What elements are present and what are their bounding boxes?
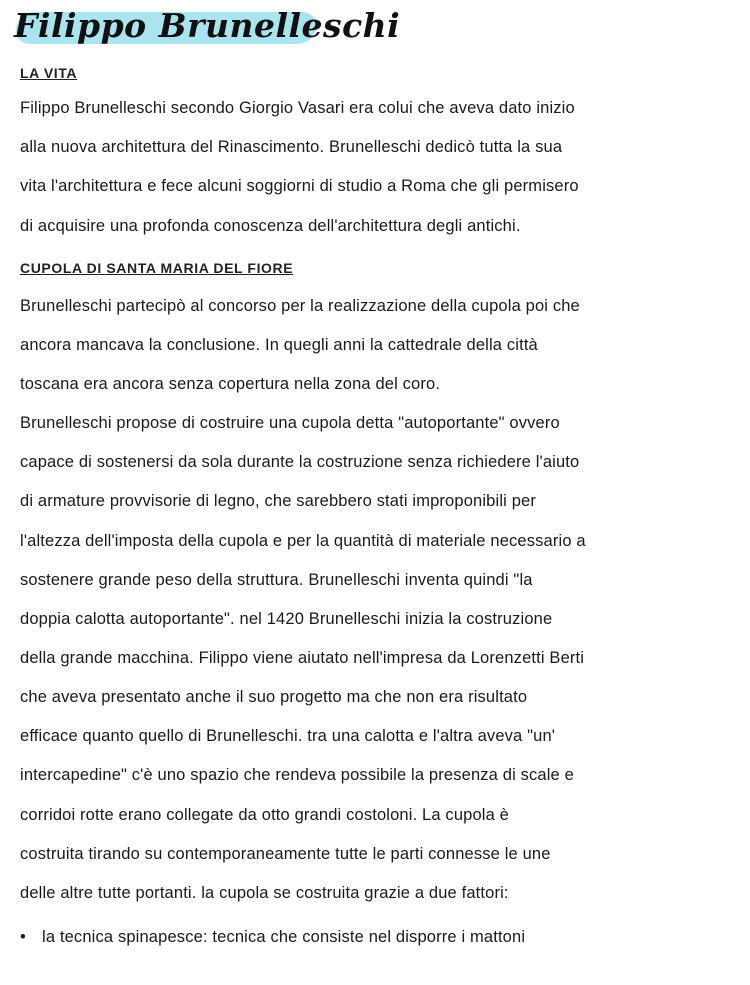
body-line: alla nuova architettura del Rinascimento. Brunelleschi dedicò tutta la sua: [20, 138, 563, 156]
body-line: Brunelleschi partecipò al concorso per la realizzazione della cupola poi che: [20, 297, 580, 315]
heading-text: LA VITA: [20, 65, 78, 81]
heading-text: CUPOLA DI SANTA MARIA DEL FIORE: [20, 260, 294, 276]
section-heading-cupola: [18, 257, 303, 279]
body-line: che aveva presentato anche il suo progetto ma che non era risultato: [20, 688, 528, 706]
body-line: sostenere grande peso della struttura. Brunelleschi inventa quindi "la: [20, 571, 533, 589]
body-line: l'altezza dell'imposta della cupola e per la quantità di materiale necessario a: [20, 532, 586, 550]
title-block: [14, 4, 400, 48]
body-line: delle altre tutte portanti. la cupola se costruita grazie a due fattori:: [20, 884, 509, 902]
bullet-item: la tecnica spinapesce: tecnica che consiste nel disporre i mattoni: [42, 928, 526, 946]
section-heading-vita: [18, 62, 87, 84]
body-line: della grande macchina. Filippo viene aiutato nell'impresa da Lorenzetti Berti: [20, 649, 585, 667]
body-line: capace di sostenersi da sola durante la costruzione senza richiedere l'aiuto: [20, 453, 580, 471]
body-line: corridoi rotte erano collegate da otto grandi costoloni. La cupola è: [20, 806, 510, 824]
body-line: efficace quanto quello di Brunelleschi. tra una calotta e l'altra aveva "un': [20, 727, 556, 745]
body-line: di acquisire una profonda conoscenza dell'architettura degli antichi.: [20, 217, 521, 235]
body-line: doppia calotta autoportante". nel 1420 Brunelleschi inizia la costruzione: [20, 610, 553, 628]
page-title: Filippo Brunelleschi: [14, 6, 401, 45]
body-line: Filippo Brunelleschi secondo Giorgio Vasari era colui che aveva dato inizio: [20, 99, 575, 117]
body-line: toscana era ancora senza copertura nella zona del coro.: [20, 375, 441, 393]
body-line: ancora mancava la conclusione. In quegli anni la cattedrale della città: [20, 336, 538, 354]
body-line: Brunelleschi propose di costruire una cupola detta "autoportante" ovvero: [20, 414, 560, 432]
body-line: di armature provvisorie di legno, che sarebbero stati improponibili per: [20, 492, 536, 510]
body-line: vita l'architettura e fece alcuni soggiorni di studio a Roma che gli permisero: [20, 177, 579, 195]
body-line: intercapedine" c'è uno spazio che rendeva possibile la presenza di scale e: [20, 766, 574, 784]
body-line: costruita tirando su contemporaneamente tutte le parti connesse le une: [20, 845, 551, 863]
bullet-marker: •: [20, 928, 26, 946]
